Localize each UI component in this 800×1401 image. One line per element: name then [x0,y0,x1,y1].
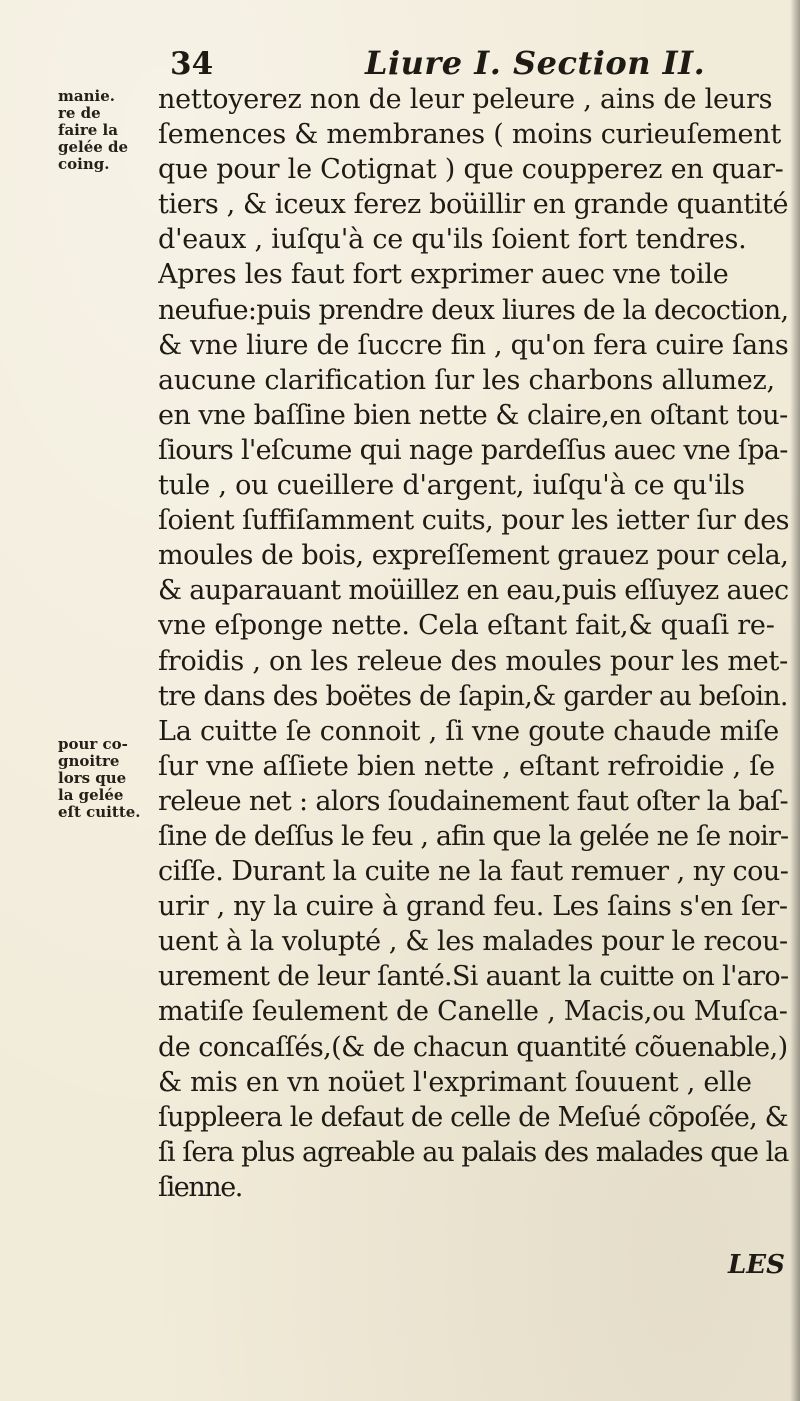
text-line: tiers , & iceux ferez boüillir en grande quantité [158,189,789,221]
page-header [0,42,800,82]
margin-note-line: lors que [58,769,127,787]
margin-note-doneness [58,736,158,821]
page-number: 34 [170,46,214,82]
text-line: matiſe ſeulement de Canelle , Macis,ou Muſca- [158,996,788,1028]
running-head: Liure I. Section II. [365,44,706,82]
text-line: Apres les faut fort exprimer auec vne toile [158,259,729,291]
margin-note-line: gnoitre [58,752,120,770]
text-line: ſuppleera le defaut de celle de Meſué cõpoſée, & [158,1101,788,1133]
body-text [158,82,798,1205]
text-line: vne eſponge nette. Cela eſtant fait,& quaſi re- [158,610,775,642]
margin-note-line: pour co- [58,735,128,753]
text-line: & auparauant moüillez en eau,puis eſſuyez auec [158,575,789,607]
text-line: en vne baſſine bien nette & claire,en oſtant tou- [158,399,788,431]
text-line: tule , ou cueillere d'argent, iuſqu'à ce qu'ils [158,470,745,502]
margin-note-line: manie. [58,87,115,105]
text-line: d'eaux , iuſqu'à ce qu'ils ſoient fort tendres. [158,224,747,256]
catchword: LES [728,1250,785,1280]
text-line: de concaſſés,(& de chacun quantité cõuenable,) [158,1031,788,1063]
margin-note-line: gelée de [58,138,129,156]
text-line: moules de bois, expreſſement grauez pour cela, [158,540,789,572]
text-line: ſiours l'eſcume qui nage pardeſſus auec vne ſpa- [158,434,788,466]
text-line: ſine de deſſus le feu , afin que la gelée ne ſe noir- [158,820,789,852]
text-line: ſi ſera plus agreable au palais des malades que la [158,1136,789,1168]
margin-note-line: re de [58,104,101,122]
text-line: nettoyerez non de leur peleure , ains de leurs [158,84,773,115]
text-line: & vne liure de ſuccre fin , qu'on fera cuire ſans [158,329,789,361]
text-line: ſienne. [158,1171,242,1203]
margin-note-line: coing. [58,155,110,173]
text-line: froidis , on les releue des moules pour les met- [158,645,789,677]
text-line: que pour le Cotignat ) que coupperez en quar- [158,154,784,186]
text-line: urement de leur ſanté.Si auant la cuitte on l'aro- [158,961,789,993]
text-line: tre dans des boëtes de ſapin,& garder au beſoin. [158,680,788,712]
text-line: ſemences & membranes ( moins curieuſement [158,119,782,151]
text-line: releue net : alors ſoudainement faut oſter la baſ- [158,785,788,817]
text-line: urir , ny la cuire à grand feu. Les ſains s'en ſer- [158,891,788,923]
margin-note-line: eſt cuitte. [58,803,141,821]
margin-note-line: la gelée [58,786,124,804]
text-line: ſoient ſuffiſamment cuits, pour les ietter ſur des [158,505,790,537]
margin-note-jelly-recipe [58,88,158,173]
text-line: uent à la volupté , & les malades pour le recou- [158,926,788,958]
text-line: ſur vne aſſiete bien nette , eſtant refroidie , ſe [158,750,775,782]
margin-note-line: faire la [58,121,118,139]
text-line: & mis en vn noüet l'exprimant ſouuent , elle [158,1066,752,1098]
text-line: La cuitte ſe connoit , ſi vne goute chaude miſe [158,715,780,747]
text-line: aucune clarification ſur les charbons allumez, [158,364,775,396]
text-line: neufue:puis prendre deux liures de la decoction, [158,294,789,326]
text-line: ciſſe. Durant la cuite ne la faut remuer , ny cou- [158,856,789,888]
